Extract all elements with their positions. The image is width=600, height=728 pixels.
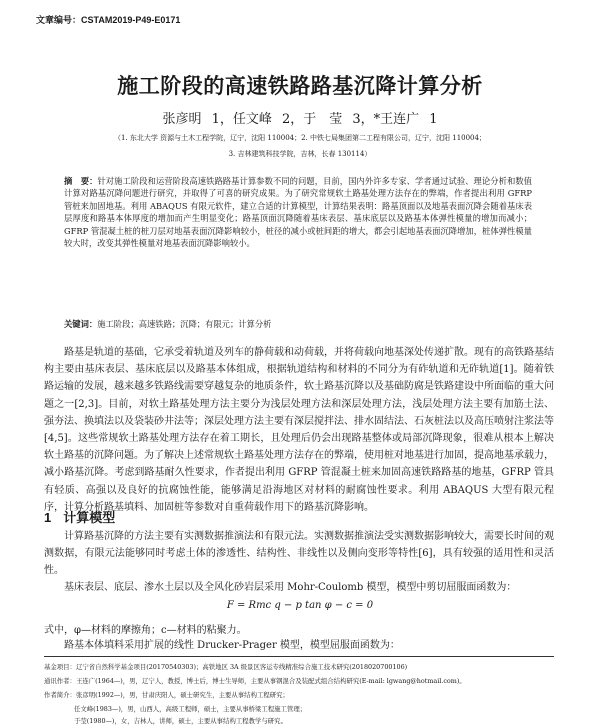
keywords bbox=[64, 318, 532, 330]
abstract-text: 针对施工阶段和运营阶段高速铁路路基计算参数不同的问题，目前，国内外许多专家、学者通过试验、理论分析和数值计算对路基沉降问题进行研究，并取得了可喜的研究成果。为了研究常规软土路基处理方法存在的弊端，作者提出利用 GFRP 管桩来加固地基。利用 ABAQUS 有限元软件，建立合适的计算模型，计算结果表明：路基顶面以及地基表面沉降会随着基床表层厚度和路基本体厚度的增加而产生明显变化；路基顶面沉降随着基床表层、基床底层以及路基本体弹性模量的增加而减小；GFRP 管混凝土桩的桩刀层对地基表面沉降影响较小，桩径的减小或桩间距的增大，都会引起地基表面沉降增加，桩体弹性模量较大时，改变其弹性模量对地基表面沉降影响较小。 bbox=[64, 176, 532, 249]
footnote-divider bbox=[44, 656, 554, 657]
footnote-author-bio: 作者简介：张彦明(1992—)，男，甘肃庆阳人，硕士研究生，主要从事结构工程研究； bbox=[44, 691, 289, 699]
paper-title: 施工阶段的高速铁路路基沉降计算分析 bbox=[117, 73, 483, 98]
affiliation-line-1: （1. 东北大学 资源与土木工程学院，辽宁，沈阳 110004；2. 中铁七局集团第二工程有限公司，辽宁，沈阳 110004； bbox=[114, 134, 486, 142]
footnote-author-bio-3: 于莹(1980—)，女，吉林人，讲师，硕士，主要从事结构工程教学与研究。 bbox=[74, 717, 287, 725]
footnote-funding: 基金项目：辽宁省自然科学基金项目(20170540303)；高铁地区 3A 级景区客运专线精准综合施工技术研究(2018020700106) bbox=[44, 663, 408, 671]
article-number: 文章编号：CSTAM2019-P49-E0171 bbox=[36, 15, 181, 25]
section-title: 计算模型 bbox=[63, 510, 116, 525]
abstract bbox=[64, 175, 532, 249]
equation-variables: 式中，φ—材料的摩擦角；c—材料的粘聚力。 bbox=[44, 625, 247, 636]
abstract-label: 摘 要： bbox=[64, 176, 98, 186]
drucker-prager-paragraph: 路基本体填料采用扩展的线性 Drucker-Prager 模型，模型屈服面函数为： bbox=[64, 640, 400, 651]
footnote-author-bio-2: 任文峰(1983—)，男，山西人，高级工程师，硕士，主要从事桥梁工程施工管理； bbox=[74, 705, 307, 713]
yield-equation: F = Rmc q − p tan φ − c = 0 bbox=[226, 600, 374, 611]
author-list: 张彦明 1，任文峰 2，于 莹 3，*王连广 1 bbox=[162, 112, 438, 127]
keywords-label: 关键词： bbox=[64, 319, 98, 329]
method-paragraph: 计算路基沉降的方法主要有实测数据推演法和有限元法。实测数据推演法受实测数据影响较大，需要长时间的观测数据，有限元法能够同时考虑土体的渗透性、结构性、非线性以及侧向变形等特性[6]，具有较强的适用性和灵活性。 bbox=[44, 531, 554, 577]
footnote-corresponding: 通讯作者：王连广(1964—)，男，辽宁人，教授，博士后，博士生导师，主要从事钢混合及装配式组合结构研究(E-mail: lgwang@hotmail.com)。 bbox=[44, 677, 466, 685]
section-heading bbox=[44, 507, 115, 526]
mohr-coulomb-paragraph: 基床表层、底层、渗水土层以及全风化砂岩层采用 Mohr-Coulomb 模型，模型中剪切屈服面函数为： bbox=[64, 582, 517, 593]
section-number: 1 bbox=[44, 510, 52, 525]
keywords-text: 施工阶段；高速铁路；沉降；有限元；计算分析 bbox=[97, 319, 272, 329]
intro-paragraph: 路基是轨道的基础，它承受着轨道及列车的静荷载和动荷载，并将荷载向地基深处传递扩散。现有的高铁路基结构主要由基床表层、基床底层以及路基本体组成，根据轨道结构和材料的不同分为有砟轨道和无砟轨道[1]。随着铁路运输的发展，越来越多铁路线需要穿越复杂的地质条件，软土路基沉降以及基础防腐是铁路建设中所面临的重大问题之一[2,3]。目前，对软土路基处理方法主要分为浅层处理方法和深层处理方法，浅层处理方法主要有加筋土法、强夯法、换填法以及袋装砂井法等；深层处理方法主要有深层搅拌法、排水固结法、石灰桩法以及高压喷射注浆法等[4,5]。这些常规软土路基处理方法存在着工期长，且处理后仍会出现路基整体或局部沉降现象，很难从根本上解决软土路基的沉降问题。为了解决上述常规软土路基处理方法存在的弊端，使用桩对地基进行加固，提高地基承载力，减小路基沉降。考虑到路基耐久性要求，作者提出利用 GFRP 管混凝土桩来加固高速铁路路基的地基，GFRP 管具有轻质、高强以及良好的抗腐蚀性能，能够满足沿海地区对材料的耐腐蚀性要求。利用 ABAQUS 大型有限元程序，计算分析路基填料、加固桩等参数对自重荷载作用下的路基沉降影响。 bbox=[44, 347, 554, 513]
affiliation-line-2: 3. 吉林建筑科技学院，吉林，长春 130114） bbox=[228, 150, 372, 158]
